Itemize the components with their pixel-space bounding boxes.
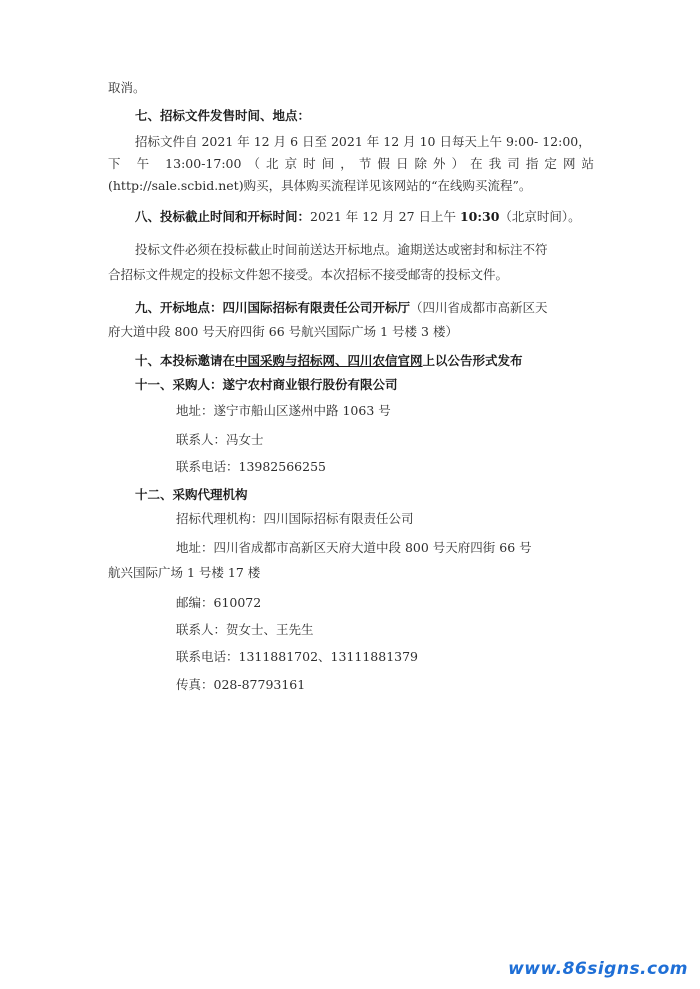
- agency-address-1: 地址：四川省成都市高新区天府大道中段 800 号天府四街 66 号: [176, 540, 532, 555]
- agency-contact: 联系人：贺女士、王先生: [176, 622, 314, 637]
- continued-text: 取消。: [108, 80, 146, 95]
- section-12-heading: 十二、采购代理机构: [135, 487, 248, 502]
- purchaser-contact: 联系人：冯女士: [176, 432, 264, 447]
- section-9-address-1: （四川省成都市高新区天: [410, 300, 548, 315]
- section-7-line-3: (http://sale.scbid.net)购买，具体购买流程详见该网站的“在线购买流程”。: [108, 178, 532, 193]
- section-8-heading: 八、投标截止时间和开标时间：: [135, 209, 311, 224]
- site-watermark: www.86signs.com: [508, 959, 688, 979]
- section-7-heading: 七、招标文件发售时间、地点：: [135, 108, 311, 123]
- section-8-paragraph-1: 投标文件必须在投标截止时间前送达开标地点。逾期送达或密封和标注不符: [135, 242, 548, 257]
- section-7-line-2: 下 午 13:00-17:00（北京时间，节假日除外）在我司指定网站: [108, 156, 594, 171]
- section-8-time-suffix: （北京时间）。: [499, 209, 581, 224]
- section-8-line: [135, 209, 581, 225]
- purchaser-address: 地址：遂宁市船山区遂州中路 1063 号: [176, 403, 391, 418]
- agency-postcode: 邮编：610072: [176, 595, 262, 610]
- section-10-prefix: 十、本投标邀请在: [135, 353, 236, 368]
- section-9-line: [135, 300, 548, 316]
- agency-fax: 传真：028-87793161: [176, 677, 306, 692]
- purchaser-phone: 联系电话：13982566255: [176, 459, 326, 474]
- section-8-time-bold: 10:30: [459, 209, 500, 224]
- section-10-line: [135, 353, 523, 369]
- section-8-paragraph-2: 合招标文件规定的投标文件恕不接受。本次招标不接受邮寄的投标文件。: [108, 267, 509, 282]
- section-8-time-prefix: 2021 年 12 月 27 日上午: [310, 209, 460, 224]
- agency-address-2: 航兴国际广场 1 号楼 17 楼: [108, 565, 261, 580]
- section-10-suffix: 上以公告形式发布: [422, 353, 523, 368]
- section-10-websites: 中国采购与招标网、四川农信官网: [235, 353, 423, 368]
- section-9-address-2: 府大道中段 800 号天府四街 66 号航兴国际广场 1 号楼 3 楼）: [108, 324, 458, 339]
- section-11-heading: 十一、采购人：遂宁农村商业银行股份有限公司: [135, 377, 398, 392]
- agency-phone: 联系电话：1311881702、13111881379: [176, 649, 419, 664]
- agency-name: 招标代理机构：四川国际招标有限责任公司: [176, 511, 414, 526]
- section-9-heading: 九、开标地点：四川国际招标有限责任公司开标厅: [135, 300, 411, 315]
- section-7-line-1: 招标文件自 2021 年 12 月 6 日至 2021 年 12 月 10 日每天上午 9:00- 12:00，: [135, 134, 591, 149]
